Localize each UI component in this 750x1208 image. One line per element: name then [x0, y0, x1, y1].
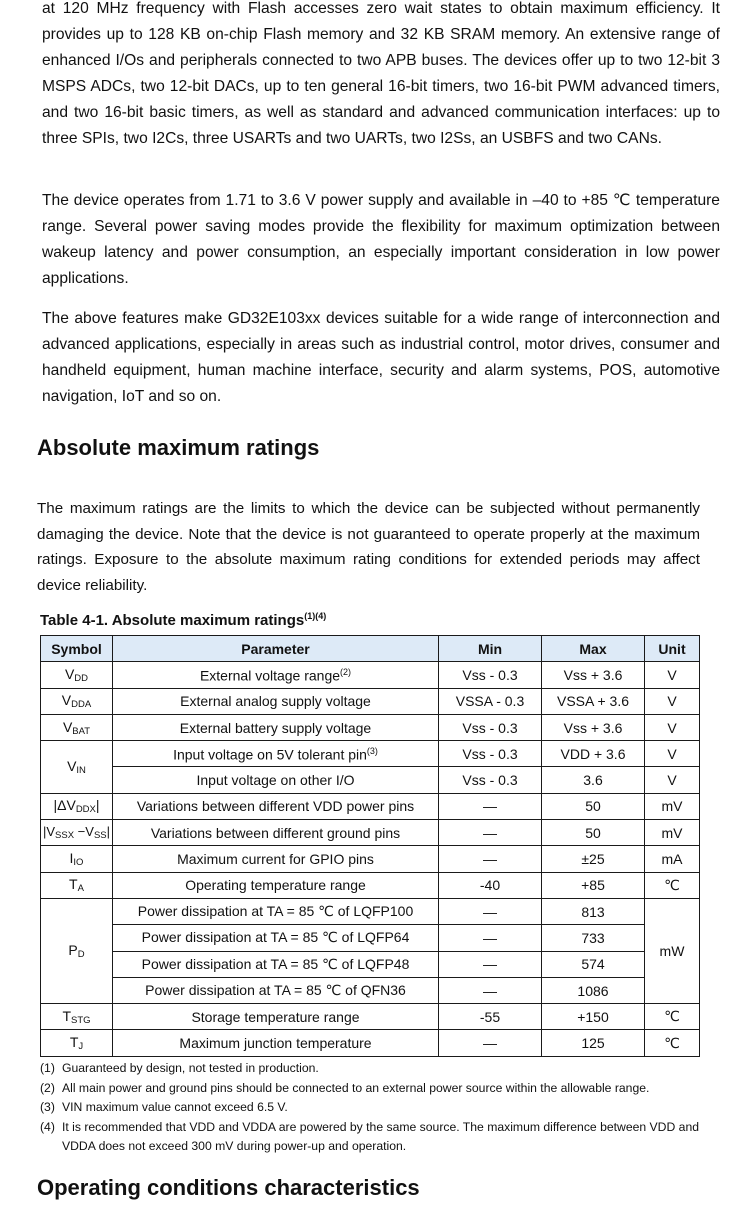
- unit-cell: mW: [645, 898, 700, 1003]
- table-row: [41, 662, 700, 688]
- parameter-cell: Variations between different ground pins: [113, 820, 439, 846]
- unit-cell: V: [645, 767, 700, 793]
- max-cell: 574: [542, 951, 645, 977]
- min-cell: —: [439, 846, 542, 872]
- intro-paragraph-2: The device operates from 1.71 to 3.6 V power supply and available in –40 to +85 ℃ temperature range. Several power saving modes provide the flexibility for maximum optimization between wakeup latency and power consumption, an especially important consideration in low power applications.: [42, 192, 720, 287]
- table-row: [41, 898, 700, 924]
- max-cell: +85: [542, 872, 645, 898]
- parameter-cell: Power dissipation at TA = 85 ℃ of LQFP64: [113, 925, 439, 951]
- max-cell: ±25: [542, 846, 645, 872]
- symbol-cell: $V_{DD}$: [41, 662, 113, 688]
- parameter-cell: Maximum junction temperature: [113, 1030, 439, 1056]
- max-cell: 733: [542, 925, 645, 951]
- table-row: [41, 820, 700, 846]
- table-row: [41, 846, 700, 872]
- header-max: Max: [542, 636, 645, 662]
- parameter-cell: Operating temperature range: [113, 872, 439, 898]
- header-symbol: Symbol: [41, 636, 113, 662]
- unit-cell: ℃: [645, 872, 700, 898]
- table-row: [41, 741, 700, 767]
- parameter-cell: Variations between different VDD power pins: [113, 793, 439, 819]
- table-row: [41, 688, 700, 714]
- parameter-cell: External analog supply voltage: [113, 688, 439, 714]
- parameter-cell: Power dissipation at TA = 85 ℃ of LQFP100: [113, 898, 439, 924]
- table-row: [41, 1030, 700, 1056]
- table-row: [41, 714, 700, 740]
- table-notes: [40, 1059, 710, 1157]
- table-row: [41, 925, 700, 951]
- max-cell: 1086: [542, 977, 645, 1003]
- min-cell: VSSA - 0.3: [439, 688, 542, 714]
- parameter-cell: External battery supply voltage: [113, 714, 439, 740]
- symbol-cell: $T_J$: [41, 1030, 113, 1056]
- symbol-cell: $|\Delta V_{DDX}|$: [41, 793, 113, 819]
- max-cell: Vss + 3.6: [542, 662, 645, 688]
- max-cell: 3.6: [542, 767, 645, 793]
- max-cell: VDD + 3.6: [542, 741, 645, 767]
- max-cell: VSSA + 3.6: [542, 688, 645, 714]
- symbol-cell: $V_{IN}$: [41, 741, 113, 794]
- absolute-maximum-ratings-table: [40, 635, 700, 1057]
- unit-cell: ℃: [645, 1030, 700, 1056]
- max-cell: 50: [542, 820, 645, 846]
- footnote: (3) VIN maximum value cannot exceed 6.5 V.: [40, 1100, 288, 1114]
- table-row: [41, 793, 700, 819]
- max-cell: 813: [542, 898, 645, 924]
- next-section-title: Operating conditions characteristics: [37, 1175, 420, 1200]
- symbol-cell: $T_{STG}$: [41, 1004, 113, 1030]
- max-cell: 125: [542, 1030, 645, 1056]
- intro-paragraph-1: at 120 MHz frequency with Flash accesses zero wait states to obtain maximum efficiency. It provides up to 128 KB on-chip Flash memory and 32 KB SRAM memory. An extensive range of enhanced I/Os and peripherals connected to two APB buses. The devices offer up to two 12-bit 3 MSPS ADCs, two 12-bit DACs, up to ten general 16-bit timers, two 16-bit PWM advanced timers, and two 16-bit basic timers, as well as standard and advanced communication interfaces: up to three SPIs, two I2Cs, three USARTs and two UARTs, two I2Ss, an USBFS and two CANs.: [42, 0, 720, 147]
- min-cell: Vss - 0.3: [439, 714, 542, 740]
- table-row: [41, 872, 700, 898]
- unit-cell: V: [645, 741, 700, 767]
- unit-cell: V: [645, 688, 700, 714]
- min-cell: Vss - 0.3: [439, 741, 542, 767]
- table-row: [41, 977, 700, 1003]
- symbol-cell: $V_{DDA}$: [41, 688, 113, 714]
- min-cell: Vss - 0.3: [439, 662, 542, 688]
- min-cell: —: [439, 925, 542, 951]
- parameter-cell: Input voltage on other I/O: [113, 767, 439, 793]
- unit-cell: mA: [645, 846, 700, 872]
- parameter-cell: Maximum current for GPIO pins: [113, 846, 439, 872]
- max-cell: 50: [542, 793, 645, 819]
- max-cell: Vss + 3.6: [542, 714, 645, 740]
- symbol-cell: $V_{BAT}$: [41, 714, 113, 740]
- parameter-cell: Input voltage on 5V tolerant pin$^{(3)}$: [113, 741, 439, 767]
- parameter-cell: External voltage range$^{(2)}$: [113, 662, 439, 688]
- min-cell: Vss - 0.3: [439, 767, 542, 793]
- min-cell: -55: [439, 1004, 542, 1030]
- table-header-row: [41, 636, 700, 662]
- min-cell: —: [439, 951, 542, 977]
- max-cell: +150: [542, 1004, 645, 1030]
- parameter-cell: Power dissipation at TA = 85 ℃ of LQFP48: [113, 951, 439, 977]
- table-row: [41, 767, 700, 793]
- min-cell: —: [439, 820, 542, 846]
- table-row: [41, 1004, 700, 1030]
- table-caption: Table 4-1. Absolute maximum ratings$^{(1)(4)}$: [40, 611, 327, 629]
- min-cell: —: [439, 898, 542, 924]
- footnote: (1) Guaranteed by design, not tested in production.: [40, 1061, 319, 1075]
- unit-cell: V: [645, 662, 700, 688]
- section-title: Absolute maximum ratings: [37, 435, 320, 460]
- caption-note-refs: (1)(4): [304, 611, 327, 621]
- symbol-cell: $I_{IO}$: [41, 846, 113, 872]
- unit-cell: mV: [645, 820, 700, 846]
- parameter-cell: Power dissipation at TA = 85 ℃ of QFN36: [113, 977, 439, 1003]
- footnote: (2) All main power and ground pins should be connected to an external power source within the allowable range.: [40, 1080, 650, 1095]
- parameter-cell: Storage temperature range: [113, 1004, 439, 1030]
- min-cell: —: [439, 1030, 542, 1056]
- unit-cell: mV: [645, 793, 700, 819]
- unit-cell: ℃: [645, 1004, 700, 1030]
- symbol-cell: $|V_{SSX} -V_{SS}|$: [41, 820, 113, 846]
- min-cell: —: [439, 977, 542, 1003]
- table-row: [41, 951, 700, 977]
- intro-paragraph-3: The above features make GD32E103xx devices suitable for a wide range of interconnection and advanced applications, especially in areas such as industrial control, motor drives, consumer and handheld equipment, human machine interface, security and alarm systems, POS, automotive navigation, IoT and so on.: [42, 310, 720, 405]
- symbol-cell: $T_A$: [41, 872, 113, 898]
- header-unit: Unit: [645, 636, 700, 662]
- header-parameter: Parameter: [113, 636, 439, 662]
- header-min: Min: [439, 636, 542, 662]
- min-cell: -40: [439, 872, 542, 898]
- footnote: (4) It is recommended that VDD and VDDA are powered by the same source. The maximum difference between VDD and VDDA does not exceed 300 mV during power-up and operation.: [40, 1119, 699, 1153]
- section-description: The maximum ratings are the limits to which the device can be subjected without permanently damaging the device. Note that the device is not guaranteed to operate properly at the maximum ratings. Exposure to the absolute maximum rating conditions for extended periods may affect device reliability.: [37, 500, 700, 594]
- symbol-cell: $P_D$: [41, 898, 113, 1003]
- min-cell: —: [439, 793, 542, 819]
- unit-cell: V: [645, 714, 700, 740]
